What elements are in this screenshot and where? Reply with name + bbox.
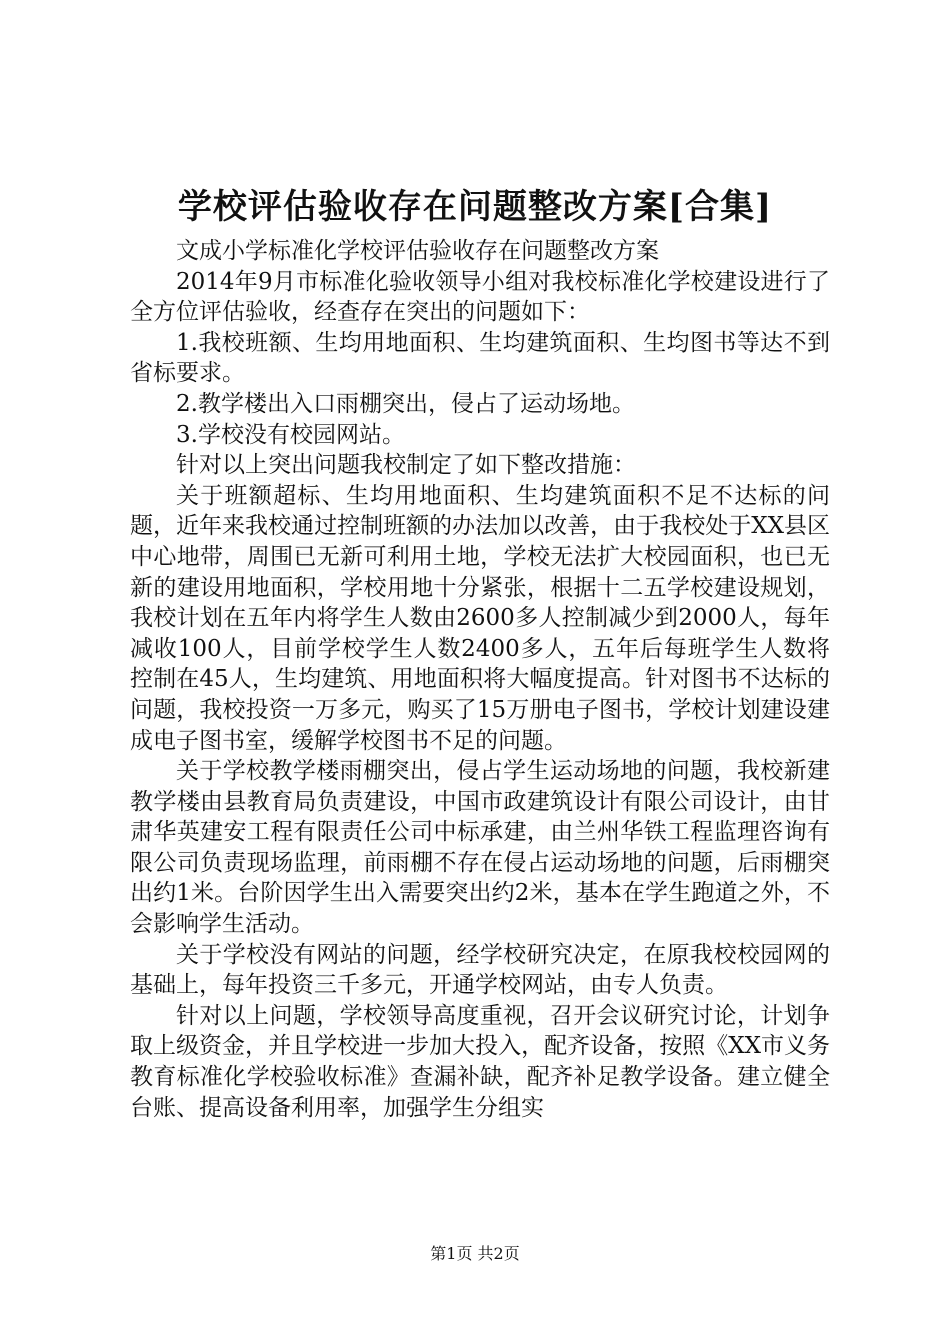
- page-footer: 第1页 共2页: [430, 1244, 520, 1263]
- paragraph-measure-website: 关于学校没有网站的问题，经学校研究决定，在原我校校园网的基础上，每年投资三千多元，开通学校网站，由专人负责。: [130, 941, 830, 999]
- paragraph-measures-intro: 针对以上突出问题我校制定了如下整改措施：: [176, 452, 636, 479]
- paragraph-leadership: 针对以上问题，学校领导高度重视，召开会议研究讨论，计划争取上级资金，并且学校进一步加大投入，配齐设备，按照《XX市义务教育标准化学校验收标准》查漏补缺，配齐补足教学设备。建立健全台账、提高设备利用率，加强学生分组实: [130, 1002, 830, 1121]
- document-title: 学校评估验收存在问题整改方案[合集]: [177, 187, 773, 227]
- paragraph-subtitle: 文成小学标准化学校评估验收存在问题整改方案: [176, 238, 659, 264]
- paragraph-measure-class-size: 关于班额超标、生均用地面积、生均建筑面积不足不达标的问题，近年来我校通过控制班额的办法加以改善，由于我校处于XX县区中心地带，周围已无新可利用土地，学校无法扩大校园面积，也已无新的建设用地面积，学校用地十分紧张，根据十二五学校建设规划，我校计划在五年内将学生人数由2600多人控制减少到2000人，每年减收100人，目前学校学生人数2400多人，五年后每班学生人数将控制在45人，生均建筑、用地面积将大幅度提高。针对图书不达标的问题，我校投资一万多元，购买了15万册电子图书，学校计划建设建成电子图书室，缓解学校图书不足的问题。: [130, 482, 830, 754]
- paragraph-measure-canopy: 关于学校教学楼雨棚突出，侵占学生运动场地的问题，我校新建教学楼由县教育局负责建设，中国市政建筑设计有限公司设计，由甘肃华英建安工程有限责任公司中标承建，由兰州华铁工程监理咨询有限公司负责现场监理，前雨棚不存在侵占运动场地的问题，后雨棚突出约1米。台阶因学生出入需要突出约2米，基本在学生跑道之外，不会影响学生活动。: [130, 758, 830, 938]
- paragraph-issue-1: 1.我校班额、生均用地面积、生均建筑面积、生均图书等达不到省标要求。: [130, 329, 830, 387]
- paragraph-intro: 2014年9月市标准化验收领导小组对我校标准化学校建设进行了全方位评估验收，经查存在突出的问题如下：: [130, 268, 830, 326]
- document-body: [130, 236, 830, 1123]
- paragraph-issue-3: 3.学校没有校园网站。: [176, 421, 405, 448]
- paragraph-issue-2: 2.教学楼出入口雨棚突出，侵占了运动场地。: [176, 390, 635, 417]
